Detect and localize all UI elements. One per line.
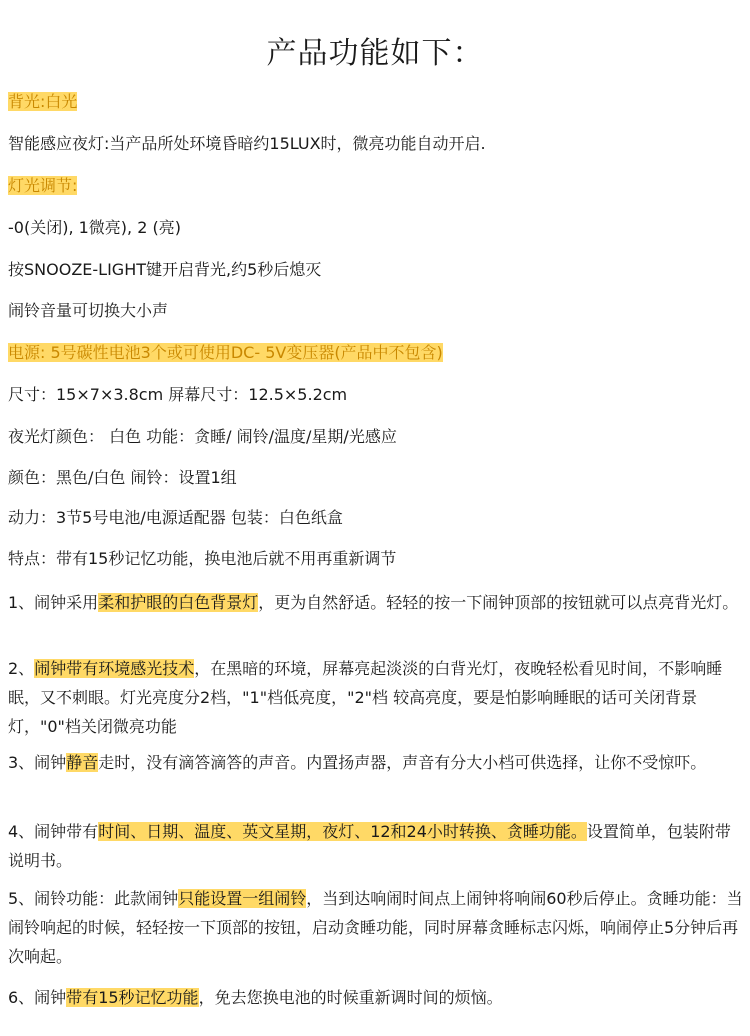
- power-line: [8, 342, 742, 364]
- item-highlight: 静音: [66, 753, 99, 772]
- power-label: 电源: 5号碳性电池3个或可使用DC- 5V变压器(产品中不包含): [8, 343, 443, 362]
- page-title: 产品功能如下：: [266, 36, 484, 71]
- item-text: ，当到达响闹时间点上闹钟将响闹60秒后停止。贪睡功能：当闹铃响起的时候，轻轻按一下顶部的按钮，启动贪睡功能，同时屏幕贪睡标志闪烁，响闹停止5分钟后再次响起。: [8, 889, 743, 966]
- light-adjust-line: [8, 175, 742, 197]
- item-text: ，更为自然舒适。轻轻的按一下闹钟顶部的按钮就可以点亮背光灯。: [258, 593, 739, 612]
- item-prefix: 4、闹钟带有: [8, 822, 99, 841]
- item-prefix: 5、闹铃功能：此款闹钟: [8, 889, 179, 908]
- list-item-1: [8, 588, 744, 617]
- item-text: ，在黑暗的环境，屏幕亮起淡淡的白背光灯，夜晚轻松看见时间，不影响睡眠，又不刺眼。灯光亮度分2档，"1"档低亮度，"2"档 较高亮度，要是怕影响睡眠的话可关闭背景灯，"0"档关闭微亮功能: [8, 659, 723, 736]
- item-text: 走时，没有滴答滴答的声音。内置扬声器，声音有分大小档可供选择，让你不受惊吓。: [98, 753, 707, 772]
- nightlight-color-line: 夜光灯颜色： 白色 功能：贪睡/ 闹铃/温度/星期/光感应: [8, 427, 397, 446]
- color-line: 颜色：黑色/白色 闹铃：设置1组: [8, 468, 237, 487]
- size-line: 尺寸：15×7×3.8cm 屏幕尺寸：12.5×5.2cm: [8, 385, 348, 404]
- item-text: ，免去您换电池的时候重新调时间的烦恼。: [198, 988, 503, 1007]
- backlight-line: [8, 91, 742, 113]
- list-item-2: [8, 654, 744, 741]
- item-highlight: 柔和护眼的白色背景灯: [98, 593, 259, 612]
- backlight-label: 背光:白光: [8, 92, 78, 111]
- item-highlight: 带有15秒记忆功能: [66, 988, 199, 1007]
- item-prefix: 3、闹钟: [8, 753, 67, 772]
- item-text: 设置简单，包装附带说明书。: [8, 822, 731, 870]
- list-item-3: [8, 748, 744, 777]
- item-prefix: 1、闹钟采用: [8, 593, 99, 612]
- levels-line: -0(关闭), 1微亮), 2 (亮): [8, 218, 181, 237]
- list-item-5: [8, 884, 744, 971]
- light-adjust-label: 灯光调节:: [8, 176, 78, 195]
- snooze-light-line: 按SNOOZE-LIGHT键开启背光,约5秒后熄灭: [8, 260, 322, 279]
- power-pack-line: 动力：3节5号电池/电源适配器 包装：白色纸盒: [8, 508, 343, 527]
- item-prefix: 6、闹钟: [8, 988, 67, 1007]
- nightlight-line: 智能感应夜灯:当产品所处环境昏暗约15LUX时，微亮功能自动开启.: [8, 134, 486, 153]
- feature-line: 特点：带有15秒记忆功能，换电池后就不用再重新调节: [8, 549, 397, 568]
- list-item-6: [8, 983, 744, 1012]
- alarm-volume-line: 闹铃音量可切换大小声: [8, 301, 169, 320]
- list-item-4: [8, 817, 744, 875]
- item-prefix: 2、: [8, 659, 35, 678]
- item-highlight: 只能设置一组闹铃: [178, 889, 307, 908]
- item-highlight: 时间、日期、温度、英文星期，夜灯、12和24小时转换、贪睡功能。: [98, 822, 587, 841]
- item-highlight: 闹钟带有环境感光技术: [34, 659, 195, 678]
